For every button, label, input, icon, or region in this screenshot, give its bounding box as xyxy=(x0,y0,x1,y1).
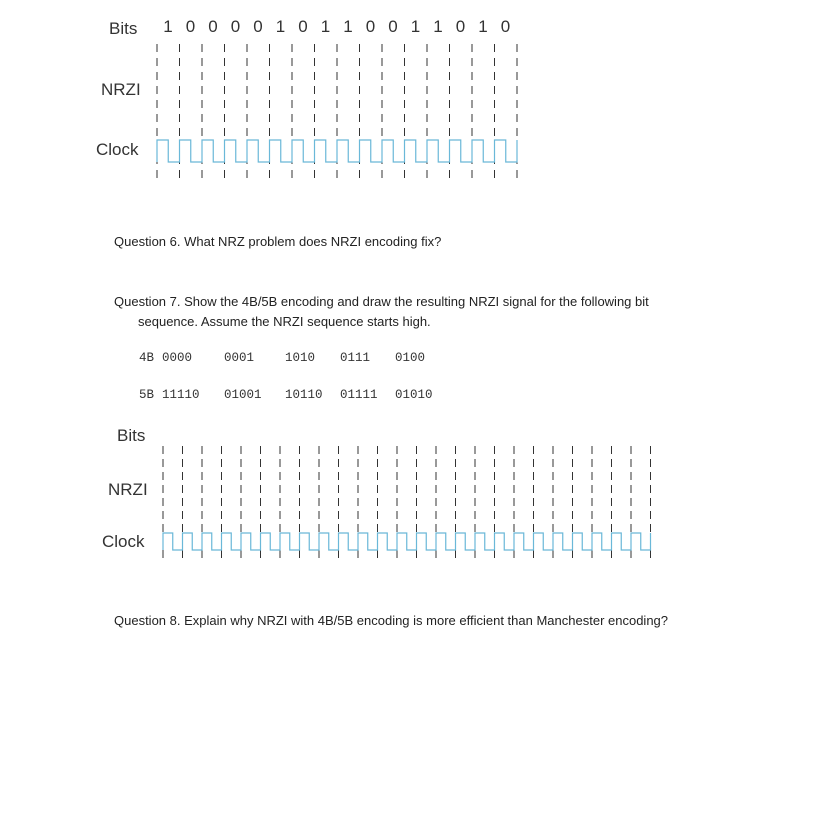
diagram2-clock-label: Clock xyxy=(102,532,145,551)
question-8: Question 8. Explain why NRZI with 4B/5B encoding is more efficient than Manchester encoding? xyxy=(114,613,669,628)
bit-digit: 0 xyxy=(185,17,196,36)
diagram1-nrzi-label: NRZI xyxy=(101,80,141,99)
bit-digit: 0 xyxy=(365,17,376,36)
clock-signal xyxy=(163,533,651,550)
row-5b-group-4: 01111 xyxy=(340,388,378,402)
bit-digit: 0 xyxy=(500,17,511,36)
bit-digit: 1 xyxy=(433,17,443,36)
bit-digit: 1 xyxy=(478,17,488,36)
bit-digit: 0 xyxy=(230,17,241,36)
bit-digit: 0 xyxy=(298,17,308,36)
row-4b-group-3: 1010 xyxy=(285,351,316,365)
bit-digit: 1 xyxy=(320,17,331,36)
bit-digit: 1 xyxy=(343,17,353,36)
question-7-line-1: Question 7. Show the 4B/5B encoding and draw the resulting NRZI signal for the following bit xyxy=(114,294,649,309)
bit-digit: 0 xyxy=(388,17,398,36)
row-5b-label: 5B xyxy=(139,388,155,402)
bit-digit: 0 xyxy=(208,17,218,36)
bit-digit: 1 xyxy=(410,17,421,36)
diagram1-bits-label: Bits xyxy=(109,19,138,38)
diagram1-clock-label: Clock xyxy=(96,140,139,159)
row-5b-group-5: 01010 xyxy=(395,388,433,402)
question-6: Question 6. What NRZ problem does NRZI encoding fix? xyxy=(114,234,442,249)
bit-digit: 0 xyxy=(455,17,466,36)
diagram2-bits-label: Bits xyxy=(117,426,146,445)
row-5b-group-3: 10110 xyxy=(285,388,323,402)
row-4b-group-1: 0000 xyxy=(162,351,193,365)
diagram2-nrzi-label: NRZI xyxy=(108,480,148,499)
row-4b-label: 4B xyxy=(139,351,155,365)
bit-digit: 1 xyxy=(275,17,286,36)
row-5b-group-1: 11110 xyxy=(162,388,200,402)
row-4b-group-5: 0100 xyxy=(395,351,426,365)
row-5b-group-2: 01001 xyxy=(224,388,262,402)
bit-digit: 0 xyxy=(253,17,263,36)
row-4b-group-2: 0001 xyxy=(224,351,255,365)
bit-digit: 1 xyxy=(163,17,173,36)
row-4b-group-4: 0111 xyxy=(340,351,371,365)
question-7-line-2: sequence. Assume the NRZI sequence starts high. xyxy=(138,314,431,329)
